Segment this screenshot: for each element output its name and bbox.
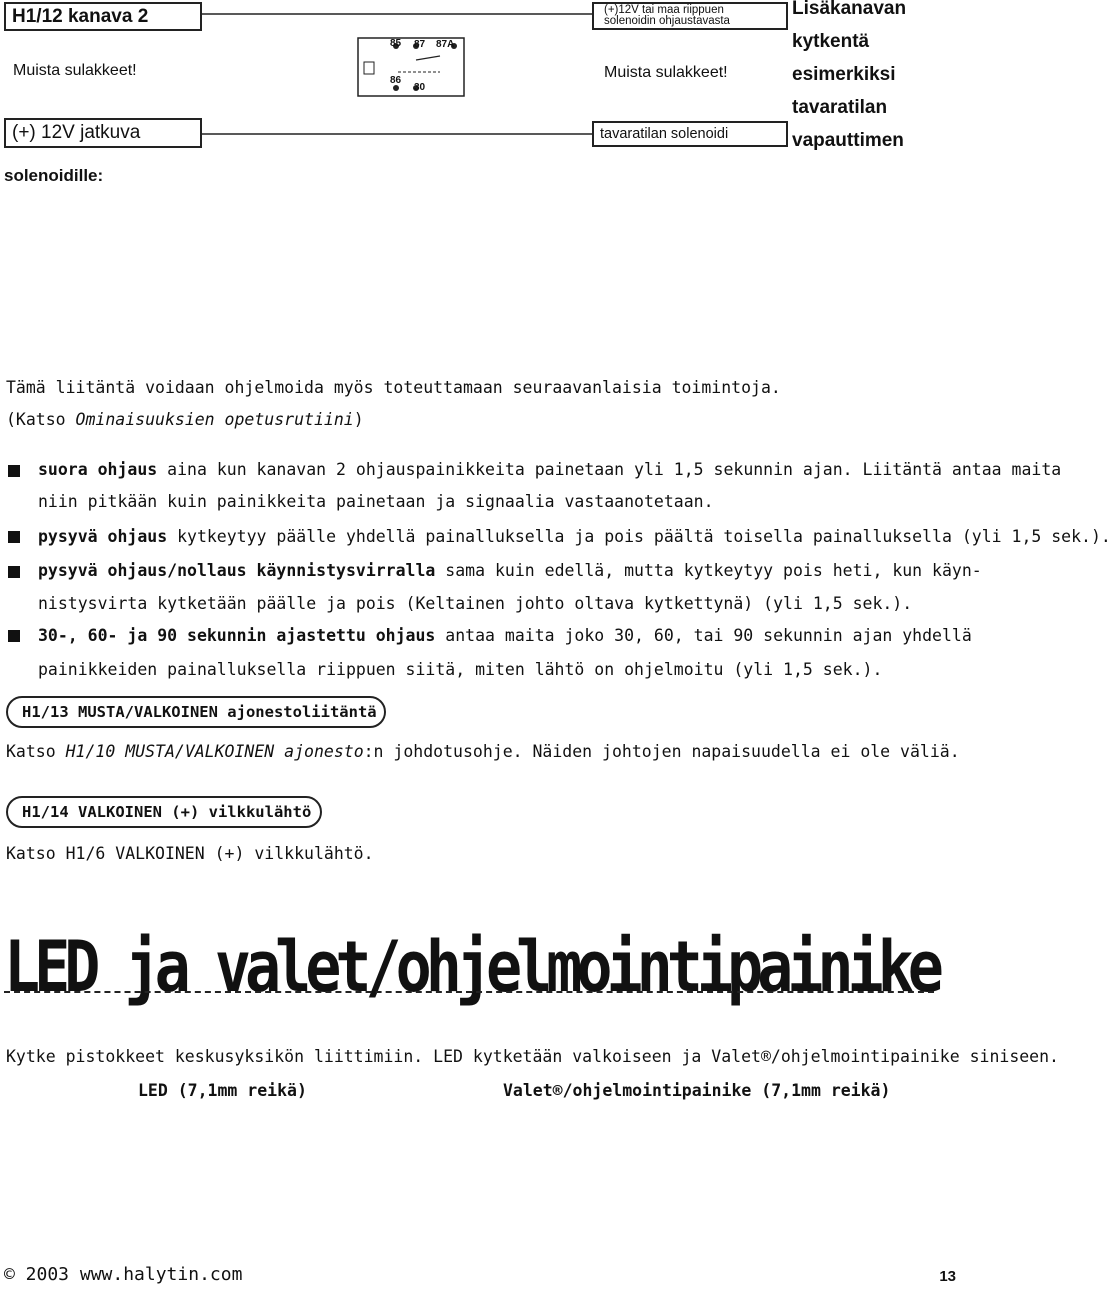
item-bold: 30-, 60- ja 90 sekunnin ajastettu ohjaus	[38, 626, 436, 645]
pin-86: 86	[390, 75, 402, 86]
footer-copyright: © 2003 www.halytin.com	[4, 1264, 243, 1285]
led-text: Kytke pistokkeet keskusyksikön liittimiin. LED kytketään valkoiseen ja Valet®/ohjelmointipainike siniseen.	[6, 1047, 1059, 1066]
list-item-cont: painikkeiden painalluksella riippuen siitä, miten lähtö on ohjelmoitu (yli 1,5 sek.).	[38, 660, 883, 679]
side-caption-line: tavaratilan	[792, 97, 888, 118]
h13-italic: H1/10 MUSTA/VALKOINEN ajonesto	[65, 742, 364, 761]
section-h14-text: Katso H1/6 VALKOINEN (+) vilkkulähtö.	[6, 844, 374, 863]
supply-box: (+) 12V jatkuva	[4, 118, 202, 148]
fuse-warning-left: Muista sulakkeet!	[13, 62, 137, 79]
list-item	[38, 561, 982, 580]
item-bold: suora ohjaus	[38, 460, 158, 479]
intro-ref-prefix: (Katso	[6, 410, 76, 429]
section-h13-title: H1/13 MUSTA/VALKOINEN ajonestoliitäntä	[6, 696, 386, 728]
item-bold: pysyvä ohjaus/nollaus käynnistysvirralla	[38, 561, 436, 580]
intro-reference	[6, 410, 364, 429]
heading-dashed-rule	[4, 991, 934, 993]
bullet-icon	[8, 630, 20, 642]
section-h13-text	[6, 742, 960, 761]
intro-line: Tämä liitäntä voidaan ohjelmoida myös toteuttamaan seuraavanlaisia toimintoja.	[6, 378, 781, 397]
control-box-line1: (+)12V tai maa riippuen	[604, 4, 724, 16]
bullet-icon	[8, 465, 20, 477]
side-caption-line: esimerkiksi	[792, 64, 896, 85]
control-box-line2: solenoidin ohjaustavasta	[604, 15, 730, 27]
led-heading: LED ja valet/ohjelmointipainike	[4, 926, 938, 1009]
section-h14-title: H1/14 VALKOINEN (+) vilkkulähtö	[6, 796, 322, 828]
intro-ref-suffix: )	[353, 410, 364, 429]
side-caption-line: vapauttimen	[792, 130, 904, 151]
list-item	[38, 460, 1061, 479]
pin-87: 87	[414, 39, 426, 50]
item-bold: pysyvä ohjaus	[38, 527, 168, 546]
bullet-icon	[8, 566, 20, 578]
page-number: 13	[939, 1268, 956, 1285]
valet-label: Valet®/ohjelmointipainike (7,1mm reikä)	[503, 1081, 891, 1100]
item-text: aina kun kanavan 2 ohjauspainikkeita painetaan yli 1,5 sekunnin ajan. Liitäntä antaa maita	[157, 460, 1062, 479]
item-text: antaa maita joko 30, 60, tai 90 sekunnin ajan yhdellä	[435, 626, 972, 645]
intro-ref-italic: Ominaisuuksien opetusrutiini	[75, 410, 354, 429]
h13-suffix: :n johdotusohje. Näiden johtojen napaisuudella ei ole väliä.	[363, 742, 960, 761]
control-box	[592, 2, 788, 30]
item-text: kytkeytyy päälle yhdellä painalluksella ja pois päältä toisella painalluksella (yli 1,5 sek.).	[167, 527, 1111, 546]
list-item	[38, 626, 972, 645]
side-caption-line: kytkentä	[792, 31, 870, 52]
solenoid-label: solenoidille:	[4, 166, 104, 185]
list-item-cont: nistysvirta kytketään päälle ja pois (Keltainen johto oltava kytkettynä) (yli 1,5 sek.).	[38, 594, 913, 613]
trunk-solenoid-box: tavaratilan solenoidi	[592, 121, 788, 147]
h13-prefix: Katso	[6, 742, 66, 761]
pin-87a: 87A	[436, 39, 455, 50]
list-item	[38, 527, 1111, 546]
bullet-icon	[8, 531, 20, 543]
fuse-warning-right: Muista sulakkeet!	[604, 64, 728, 81]
led-label: LED (7,1mm reikä)	[138, 1081, 307, 1100]
side-caption	[792, 0, 906, 157]
pin-30: 30	[414, 82, 426, 93]
side-caption-line: Lisäkanavan	[792, 0, 907, 19]
pin-85: 85	[390, 38, 402, 49]
item-text: sama kuin edellä, mutta kytkeytyy pois heti, kun käyn-	[435, 561, 982, 580]
list-item-cont: niin pitkään kuin painikkeita painetaan ja signaalia vastaanotetaan.	[38, 492, 714, 511]
channel-box: H1/12 kanava 2	[4, 2, 202, 31]
